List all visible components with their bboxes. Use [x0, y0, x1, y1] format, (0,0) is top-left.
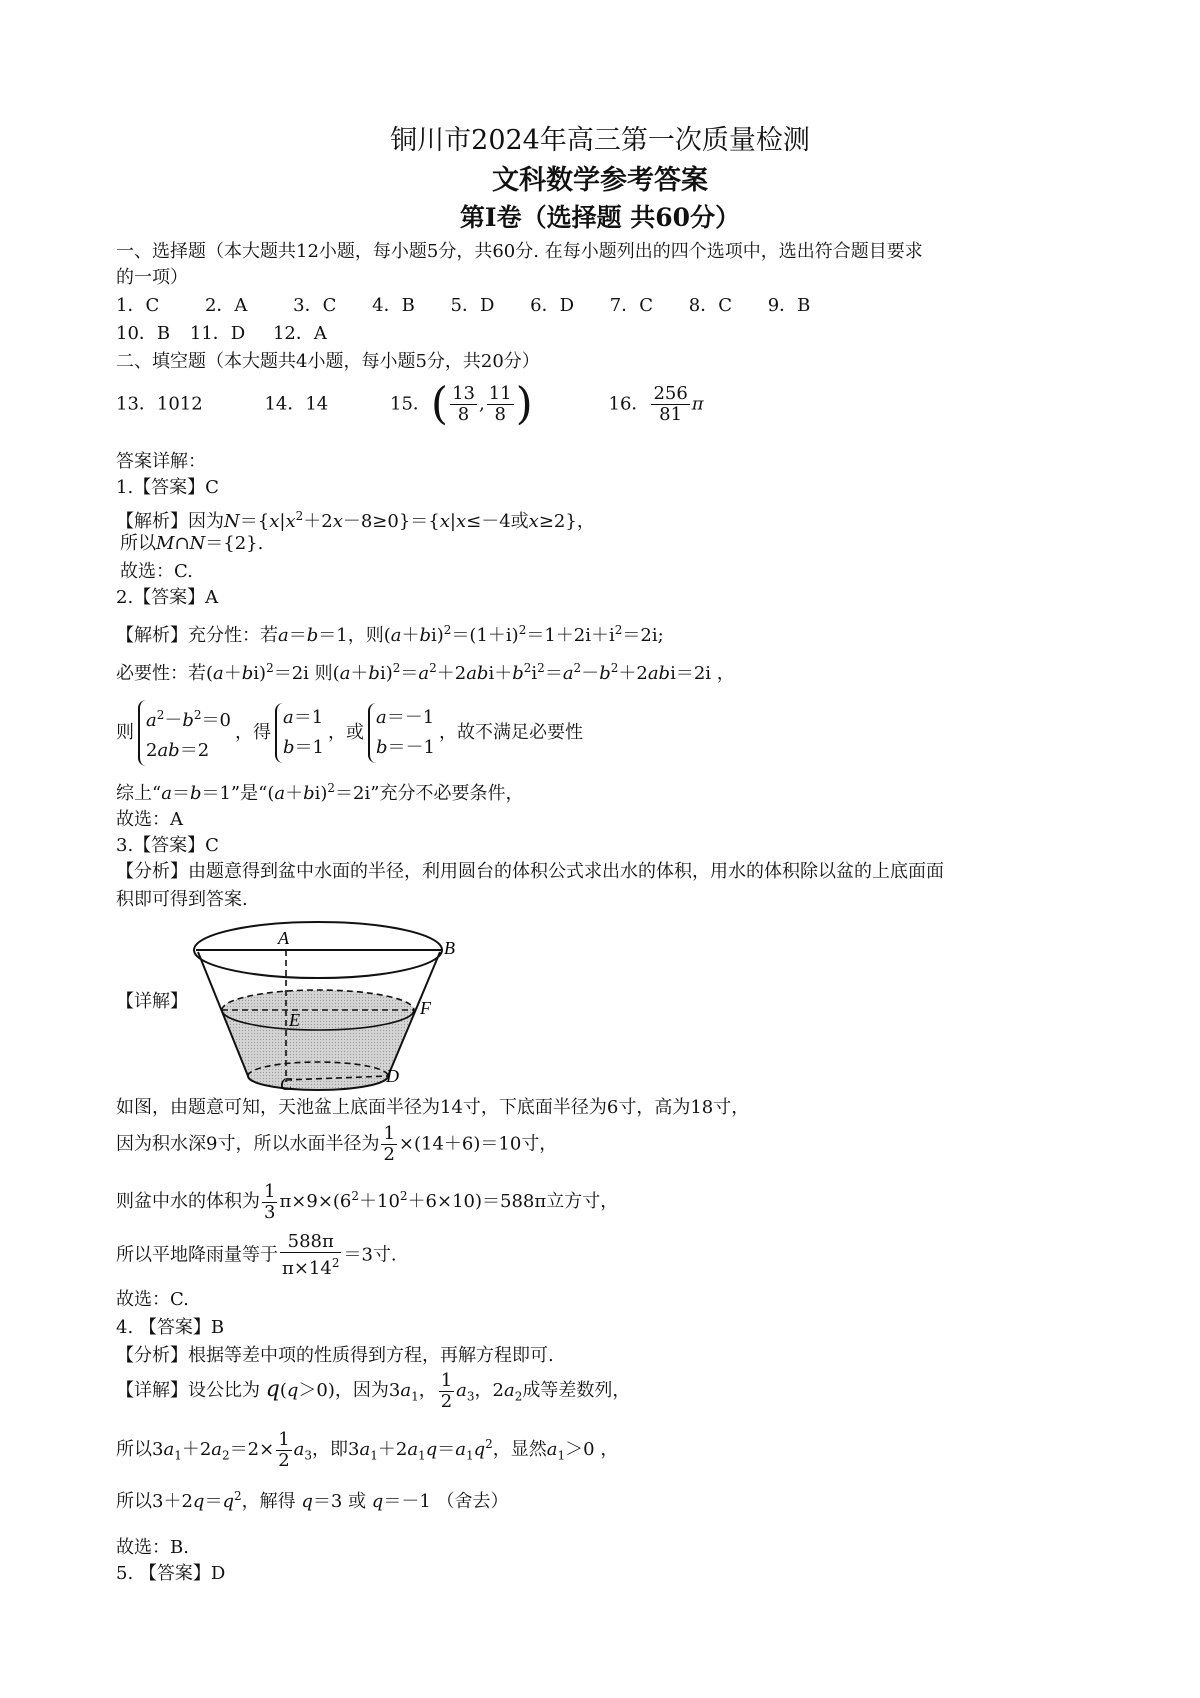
- q3-line1: 如图，由题意可知，天池盆上底面半径为14寸，下底面半径为6寸，高为18寸，: [116, 1097, 750, 1118]
- equation-system: a＝－1 b＝－1: [368, 703, 435, 763]
- answer-7: 7．C: [609, 295, 654, 316]
- section-title: 第I卷（选择题 共60分）: [459, 203, 741, 232]
- part1-intro-cont: 的一项）: [116, 267, 188, 288]
- q1-analysis: 【解析】因为$N=\{x|x^2+2x-8\ge 0\}=\{x|x\le-4$或x≥2}，: [116, 509, 595, 532]
- q1-line2: 所以M∩N＝{2}.: [120, 533, 264, 554]
- fraction: $\frac{13}{8}$: [452, 383, 475, 425]
- q4-answer: 4. 【答案】B: [116, 1317, 225, 1338]
- q2-answer: 2.【答案】A: [116, 587, 219, 608]
- frustum-figure: [196, 912, 455, 1094]
- part1-intro: 一、选择题（本大题共12小题，每小题5分，共60分. 在每小题列出的四个选项中，选出符合题目要求: [116, 241, 923, 262]
- answer-13: 13．1012: [116, 393, 203, 415]
- label-b: B: [444, 938, 455, 958]
- answer-9: 9．B: [767, 295, 811, 316]
- answer-10: 10．B: [116, 323, 171, 344]
- page-subtitle: 文科数学参考答案: [492, 165, 708, 196]
- q3-analysis-cont: 积即可得到答案.: [116, 889, 248, 910]
- q2-sufficiency: 【解析】充分性：若a＝b＝1，则$(a+bi)^2=(1+i)^2=1+2i+i^2=2i$;: [116, 623, 664, 646]
- equation-system: $a^2-b^2=0$ 2ab＝2: [138, 700, 231, 766]
- fraction: $\frac{256}{81}$: [653, 383, 688, 425]
- answer-5: 5．D: [450, 295, 495, 316]
- answer-16-label: 16．: [608, 393, 650, 415]
- label-d: D: [386, 1066, 399, 1086]
- q2-done: 故选：A: [116, 809, 183, 830]
- q2-summary: 综上“a＝b＝1”是“$(a+bi)^2=2i$”充分不必要条件，: [116, 781, 524, 804]
- q2-system: 则 $a^2-b^2=0$ 2ab＝2 ，得 a＝1 b＝1 ，或 a＝－1 b＝－1 ，故不满足必要性: [116, 700, 583, 766]
- answer-15-label: 15．: [390, 393, 431, 415]
- label-c: C: [280, 1074, 293, 1094]
- q4-detail: 【详解】设公比为 q(q＞0)，因为$3a_1$， $\frac{1}{2}$ $a_3$，$2a_2$成等差数列，: [116, 1369, 631, 1412]
- fraction: $\frac{588\pi}{\pi\times 14^2}$: [282, 1231, 340, 1279]
- details-header: 答案详解：: [116, 451, 206, 472]
- q4-line2: 所以$3a_1+2a_2=2\times$ $\frac{1}{2}$ $a_3$，即$3a_1+2a_1q=a_1q^2$，显然$a_1>0$ ，: [116, 1428, 619, 1471]
- answer-1: 1．C: [116, 295, 160, 316]
- q2-necessity: 必要性：若$(a+bi)^2=2i$ 则$(a+bi)^2=a^2+2abi+b^2i^2=a^2-b^2+2abi=2i$ ，: [116, 661, 735, 684]
- fraction: $\frac{1}{2}$: [440, 1369, 453, 1412]
- label-a: A: [278, 928, 289, 948]
- fraction: $\frac{1}{2}$: [383, 1123, 395, 1165]
- page-title: 铜川市2024年高三第一次质量检测: [390, 125, 810, 156]
- q3-line4: 所以平地降雨量等于 $\frac{588\pi}{\pi\times 14^2}$ ＝3寸.: [116, 1231, 397, 1279]
- fill-answers: 13．1012 14．14 15．( $\frac{13}{8}$ , $\frac{11}{8}$ ) 16． $\frac{256}{81}$ π: [116, 378, 704, 430]
- answer-4: 4．B: [372, 295, 415, 316]
- q4-analysis: 【分析】根据等差中项的性质得到方程，再解方程即可.: [116, 1345, 554, 1366]
- label-e: E: [289, 1010, 300, 1030]
- q3-answer: 3.【答案】C: [116, 835, 219, 856]
- q3-analysis: 【分析】由题意得到盆中水面的半径，利用圆台的体积公式求出水的体积，用水的体积除以盆的上底面面: [116, 861, 944, 882]
- q3-line2: 因为积水深9寸，所以水面半径为 $\frac{1}{2}$ ×(14＋6)＝10寸，: [116, 1123, 558, 1165]
- fraction: $\frac{11}{8}$: [488, 383, 512, 425]
- q5-answer: 5. 【答案】D: [116, 1563, 226, 1584]
- fraction: $\frac{1}{2}$: [278, 1428, 290, 1471]
- answer-11: 11．D: [189, 323, 246, 344]
- q4-line3: 所以$3+2q=q^2$，解得 q＝3 或 q＝－1 （舍去）: [116, 1489, 509, 1512]
- answer-6: 6．D: [530, 295, 575, 316]
- label-f: F: [420, 998, 431, 1018]
- q1-answer: 1.【答案】C: [116, 477, 219, 498]
- answer-2: 2．A: [204, 295, 248, 316]
- answer-8: 8．C: [688, 295, 732, 316]
- part2-intro: 二、填空题（本大题共4小题，每小题5分，共20分）: [116, 351, 540, 372]
- answer-row-2: [116, 322, 327, 346]
- fraction: $\frac{1}{3}$: [264, 1180, 276, 1223]
- answer-3: 3．C: [293, 295, 337, 316]
- q1-done: 故选：C.: [120, 561, 193, 582]
- equation-system: a＝1 b＝1: [275, 703, 324, 763]
- answer-14: 14．14: [264, 393, 329, 415]
- q3-line3: 则盆中水的体积为 $\frac{1}{3}$ $\pi\times 9\times(6^2+10^2+6\times 10)=588\pi$立方寸，: [116, 1180, 619, 1223]
- q3-detail-tag: 【详解】: [116, 991, 188, 1012]
- answer-12: 12．A: [272, 323, 327, 344]
- q4-done: 故选：B.: [116, 1537, 189, 1558]
- q3-done: 故选：C.: [116, 1289, 189, 1310]
- answer-row-1: [116, 294, 810, 318]
